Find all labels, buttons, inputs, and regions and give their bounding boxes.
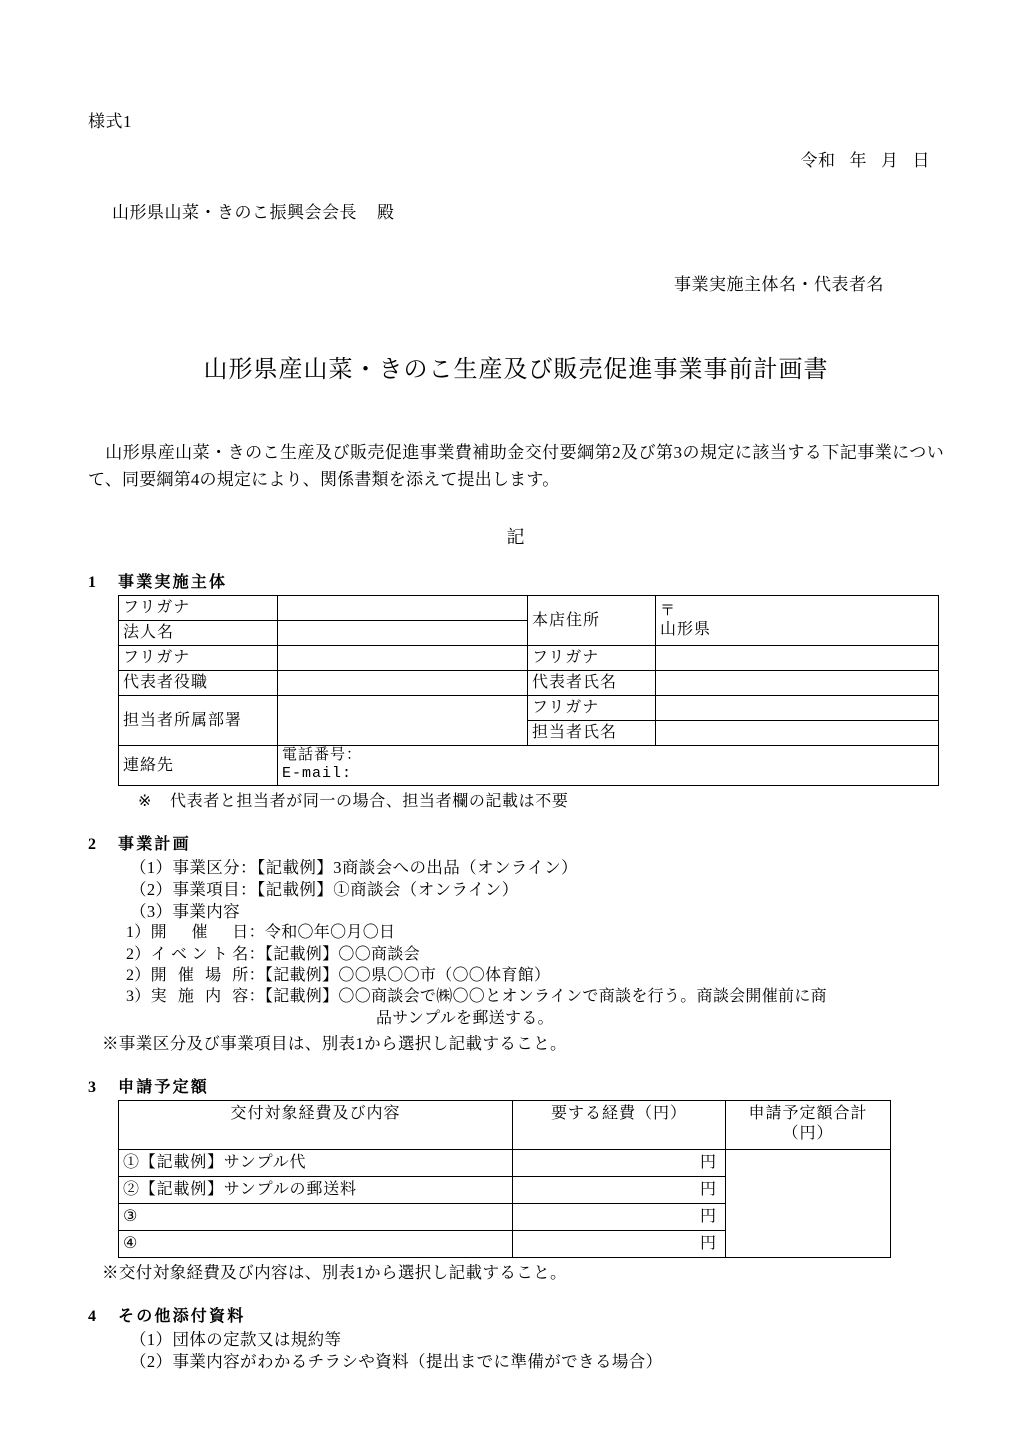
budget-total-value[interactable] [726, 1149, 891, 1257]
subitem-2-value: ：【記載例】〇〇商談会 [248, 945, 420, 963]
subitem-1-label: 開催日 [150, 924, 249, 942]
attachment-item-1: （1）団体の定款又は規約等 [130, 1329, 342, 1349]
subitem-1-value: ：令和〇年〇月〇日 [248, 924, 396, 942]
date-line [88, 146, 944, 171]
subitem-2-label: イベント名 [150, 945, 249, 963]
section-4-heading [88, 1303, 944, 1326]
label-furigana-2: フリガナ [119, 646, 278, 671]
plan-subitem-4 [126, 986, 944, 1007]
value-staff-dept[interactable] [278, 696, 528, 746]
plan-item-1: （1）事業区分：【記載例】3商談会への出品（オンライン） [130, 857, 578, 877]
plan-subitem-1 [126, 922, 944, 943]
section-1-note [138, 788, 944, 811]
label-furigana-3: フリガナ [528, 646, 656, 671]
date-era: 令和 [800, 151, 836, 171]
subitem-4-label: 実施内容 [150, 988, 249, 1006]
section-2-heading [88, 831, 944, 854]
table-header-row [119, 1100, 891, 1149]
section-3-heading [88, 1074, 944, 1097]
section-3-number: 3 [88, 1078, 96, 1096]
column-header-expense-items: 交付対象経費及び内容 [119, 1100, 513, 1149]
value-contact[interactable] [278, 746, 939, 786]
budget-cost-2[interactable]: 円 [513, 1176, 726, 1203]
table-row [119, 596, 939, 621]
budget-item-2[interactable]: ②【記載例】サンプルの郵送料 [119, 1176, 513, 1203]
subitem-3-number: 2） [126, 967, 151, 985]
subitem-4-value: ：【記載例】〇〇商談会で㈱〇〇とオンラインで商談を行う。商談会開催前に商 [248, 988, 827, 1006]
plan-sublist [126, 922, 944, 1028]
column-header-total-line2: （円） [782, 1124, 834, 1142]
section-4-number: 4 [88, 1307, 96, 1325]
label-furigana-4: フリガナ [528, 696, 656, 721]
column-header-required-cost: 要する経費（円） [513, 1100, 726, 1149]
form-number: 様式1 [88, 112, 132, 131]
section-2-number: 2 [88, 835, 96, 853]
value-furigana-3[interactable] [656, 646, 939, 671]
budget-cost-1[interactable]: 円 [513, 1149, 726, 1176]
budget-cost-3[interactable]: 円 [513, 1203, 726, 1230]
label-email: E-mail: [282, 765, 353, 783]
label-corp-name: 法人名 [119, 621, 278, 646]
plan-item-3: （3）事業内容 [130, 901, 241, 921]
section-4-title: その他添付資料 [118, 1307, 246, 1325]
subitem-4-number: 3） [126, 988, 151, 1006]
addressee-line [88, 198, 944, 223]
date-day: 日 [912, 151, 930, 171]
plan-subitem-3 [126, 965, 944, 986]
column-header-total [726, 1100, 891, 1149]
date-year: 年 [849, 151, 867, 171]
section-1-heading [88, 569, 944, 592]
subitem-1-number: 1） [126, 924, 151, 942]
label-furigana-1: フリガナ [119, 596, 278, 621]
table-row [119, 646, 939, 671]
note-text: 代表者と担当者が同一の場合、担当者欄の記載は不要 [170, 792, 569, 810]
value-head-office[interactable] [656, 596, 939, 646]
note-mark-icon: ※ [138, 792, 153, 810]
budget-item-4[interactable]: ④ [119, 1230, 513, 1257]
postal-mark-icon: 〒 [660, 602, 676, 619]
table-row [119, 746, 939, 786]
addressee-name: 山形県山菜・きのこ振興会会長 [112, 203, 357, 223]
section-1-number: 1 [88, 574, 96, 592]
value-furigana-4[interactable] [656, 696, 939, 721]
subitem-3-value: ：【記載例】〇〇県〇〇市（〇〇体育館） [248, 967, 551, 985]
page-title: 山形県産山菜・きのこ生産及び販売促進事業事前計画書 [203, 357, 829, 384]
label-contact: 連絡先 [119, 746, 278, 786]
label-staff-dept: 担当者所属部署 [119, 696, 278, 746]
attachment-item-2: （2）事業内容がわかるチラシや資料（提出までに準備ができる場合） [130, 1352, 663, 1372]
label-rep-title: 代表者役職 [119, 671, 278, 696]
subitem-2-number: 2） [126, 945, 151, 963]
value-rep-name[interactable] [656, 671, 939, 696]
label-head-office: 本店住所 [528, 596, 656, 646]
value-furigana-2[interactable] [278, 646, 528, 671]
subitem-3-label: 開催場所 [150, 967, 249, 985]
label-phone: 電話番号： [282, 747, 363, 765]
table-row [119, 1149, 891, 1176]
section-3-title: 申請予定額 [118, 1078, 210, 1096]
date-month: 月 [881, 151, 899, 171]
applicant-label: 事業実施主体名・代表者名 [674, 275, 884, 295]
budget-cost-4[interactable]: 円 [513, 1230, 726, 1257]
label-rep-name: 代表者氏名 [528, 671, 656, 696]
addressee-honorific: 殿 [377, 203, 395, 223]
kisho-marker: 記 [506, 527, 526, 548]
value-corp-name[interactable] [278, 621, 528, 646]
section-1-title: 事業実施主体 [118, 574, 228, 592]
table-row [119, 671, 939, 696]
intro-paragraph [88, 440, 944, 493]
budget-item-3[interactable]: ③ [119, 1203, 513, 1230]
value-furigana-1[interactable] [278, 596, 528, 621]
label-staff-name: 担当者氏名 [528, 721, 656, 746]
attachment-list [130, 1329, 944, 1374]
budget-table [118, 1100, 891, 1258]
table-row [119, 696, 939, 721]
plan-item-2: （2）事業項目：【記載例】①商談会（オンライン） [130, 879, 519, 899]
entity-table [118, 595, 939, 786]
document-body [88, 112, 944, 1373]
value-rep-title[interactable] [278, 671, 528, 696]
value-prefecture: 山形県 [660, 620, 712, 638]
plan-subitem-2 [126, 944, 944, 965]
section-2-title: 事業計画 [118, 835, 191, 853]
plan-list [130, 857, 944, 923]
section-2-footnote: ※事業区分及び事業項目は、別表1から選択し記載すること。 [102, 1033, 567, 1053]
intro-text: 山形県産山菜・きのこ生産及び販売促進事業費補助金交付要綱第2及び第3の規定に該当する下記事業について、同要綱第4の規定により、関係書類を添えて提出します。 [88, 443, 944, 489]
column-header-total-line1: 申請予定額合計 [748, 1104, 868, 1122]
budget-item-1[interactable]: ①【記載例】サンプル代 [119, 1149, 513, 1176]
value-staff-name[interactable] [656, 721, 939, 746]
section-3-footnote: ※交付対象経費及び内容は、別表1から選択し記載すること。 [102, 1262, 567, 1282]
plan-subitem-4-continued: 品サンプルを郵送する。 [376, 1009, 554, 1027]
